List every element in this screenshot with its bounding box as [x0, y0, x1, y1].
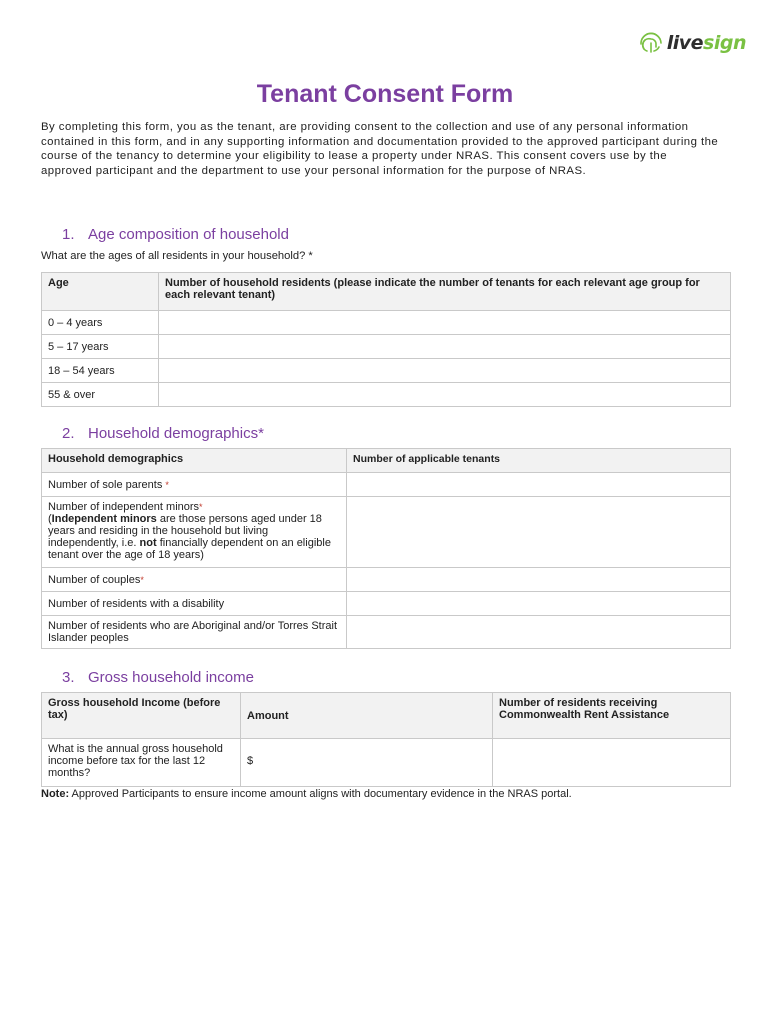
table-row	[42, 473, 731, 497]
disability-input-cell[interactable]	[347, 592, 731, 616]
sole-parents-input-cell[interactable]	[347, 473, 731, 497]
section-2-heading: 2. Household demographics*	[62, 425, 264, 442]
form-title: Tenant Consent Form	[256, 80, 514, 108]
age-column-header: Age	[42, 273, 159, 311]
applicable-tenants-column-header: Number of applicable tenants	[347, 449, 731, 473]
age-question: What are the ages of all residents in your household? *	[41, 250, 313, 262]
table-row	[42, 568, 731, 592]
age-18-54-input-cell[interactable]	[159, 359, 731, 383]
table-row	[42, 383, 731, 407]
age-range-label: 0 – 4 years	[42, 311, 159, 335]
gross-income-table	[41, 692, 731, 787]
demographics-column-header: Household demographics	[42, 449, 347, 473]
section-1-heading: 1. Age composition of household	[62, 226, 289, 243]
age-range-label: 5 – 17 years	[42, 335, 159, 359]
independent-minors-input-cell[interactable]	[347, 497, 731, 568]
residents-column-header: Number of household residents (please indicate the number of tenants for each relevant age group for each relevant tenant)	[159, 273, 731, 311]
income-column-header: Gross household Income (before tax)	[42, 693, 241, 739]
age-0-4-input-cell[interactable]	[159, 311, 731, 335]
aboriginal-label: Number of residents who are Aboriginal and/or Torres Strait Islander peoples	[42, 616, 347, 649]
section-3-heading: 3. Gross household income	[62, 669, 254, 686]
age-5-17-input-cell[interactable]	[159, 335, 731, 359]
consent-intro-paragraph: By completing this form, you as the tenant, are providing consent to the collection and use of any personal information contained in this form, and in any supporting information and documentation provided to the approved participant during the course of the tenancy to determine your eligibility to lease a property under NRAS. This consent covers use by the approved participant and the department to use your personal information for the purpose of NRAS.	[41, 121, 719, 177]
rent-assistance-column-header: Number of residents receiving Commonwealth Rent Assistance	[493, 693, 731, 739]
independent-minors-label: Number of independent minors* (Independent minors are those persons aged under 18 years and residing in the household but living independently, i.e. not financially dependent on an eligible tenant over the age of 18 years)	[42, 497, 347, 568]
age-composition-table	[41, 272, 731, 407]
table-row	[42, 739, 731, 787]
fingerprint-icon	[638, 30, 664, 56]
table-row	[42, 592, 731, 616]
sole-parents-label: Number of sole parents *	[42, 473, 347, 497]
note-text: Note: Approved Participants to ensure income amount aligns with documentary evidence in the NRAS portal.	[41, 788, 572, 800]
table-row	[42, 616, 731, 649]
liveSign-logo	[638, 30, 746, 56]
couples-input-cell[interactable]	[347, 568, 731, 592]
table-row	[42, 497, 731, 568]
aboriginal-input-cell[interactable]	[347, 616, 731, 649]
table-row	[42, 359, 731, 383]
rent-assistance-input-cell[interactable]	[493, 739, 731, 787]
age-55-over-input-cell[interactable]	[159, 383, 731, 407]
income-question-label: What is the annual gross household income before tax for the last 12 months?	[42, 739, 241, 787]
logo-text: livesign	[666, 32, 746, 54]
household-demographics-table	[41, 448, 731, 649]
disability-label: Number of residents with a disability	[42, 592, 347, 616]
age-range-label: 55 & over	[42, 383, 159, 407]
amount-column-header: Amount	[241, 693, 493, 739]
table-row	[42, 335, 731, 359]
table-row	[42, 311, 731, 335]
currency-symbol: $	[247, 755, 254, 767]
income-amount-input-cell[interactable]	[241, 739, 493, 787]
couples-label: Number of couples*	[42, 568, 347, 592]
age-range-label: 18 – 54 years	[42, 359, 159, 383]
